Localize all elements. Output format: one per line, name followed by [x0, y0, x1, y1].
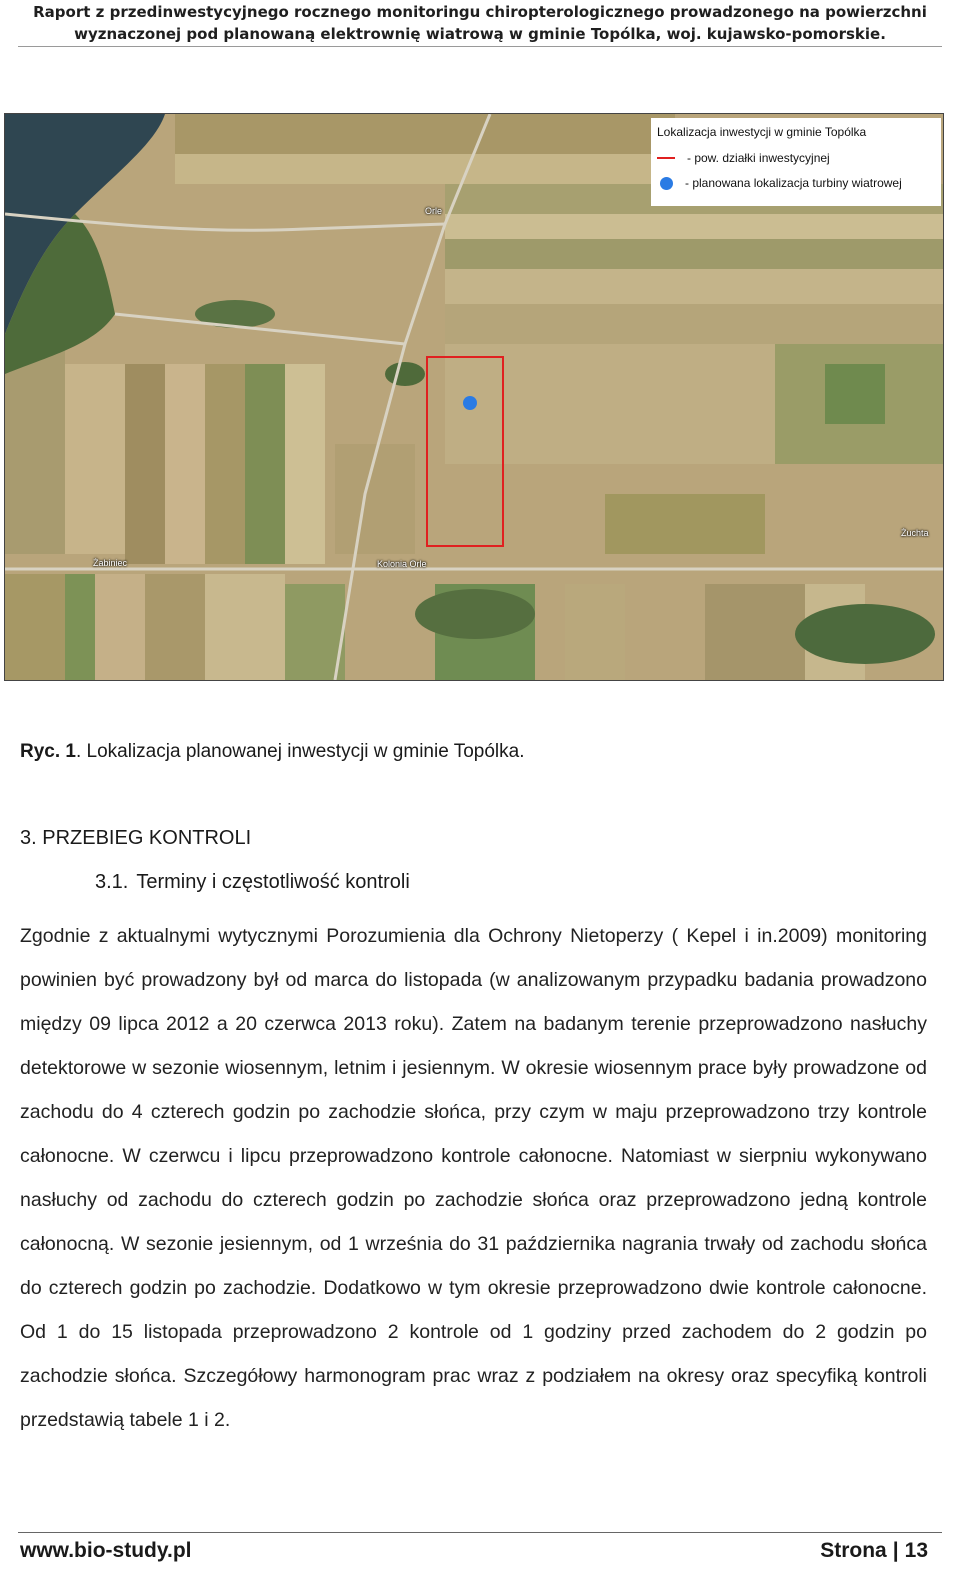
footer-page [820, 1539, 928, 1563]
figure-caption-label: Ryc. 1 [20, 741, 76, 762]
legend-title: Lokalizacja inwestycji w gminie Topólka [657, 125, 867, 139]
subsection-title: Terminy i częstotliwość kontroli [136, 871, 410, 893]
legend-item-turbine [657, 176, 902, 190]
subsection-number: 3.1. [95, 871, 129, 893]
header-divider [18, 46, 942, 47]
footer-website: www.bio-study.pl [20, 1539, 192, 1562]
header-line-2: wyznaczonej pod planowaną elektrownię wiatrową w gminie Topólka, woj. kujawsko-pomorskie. [74, 25, 886, 43]
map-label-zuchta: Żuchta [901, 528, 929, 538]
legend-item-plot [657, 151, 830, 165]
footer-page-label: Strona [820, 1539, 887, 1562]
map-label-kolonia-orle: Kolonia Orle [377, 559, 427, 569]
body-paragraph: Zgodnie z aktualnymi wytycznymi Porozumienia dla Ochrony Nietoperzy ( Kepel i in.2009) monitoring powinien być prowadzony był od marca do listopada (w analizowanym przypadku badania prowadzono między 09 lipca 2012 a 20 czerwca 2013 roku). Zatem na badanym terenie przeprowadzono nasłuchy detektorowe w sezonie wiosennym, letnim i jesiennym. W okresie wiosennym prace były prowadzone od zachodu do 4 czterech godzin po zachodzie słońca, przy czym w maju przeprowadzono trzy kontrole całonocne. W czerwcu i lipcu przeprowadzono kontrole całonocne. Natomiast w sierpniu wykonywano nasłuchy od zachodu do czterech godzin po zachodzie słońca oraz przeprowadzono jedną kontrole całonocną. W sezonie jesiennym, od 1 września do 31 października nagrania trwały od zachodu słońca do czterech godzin po zachodzie. Dodatkowo w tym okresie przeprowadzono dwie kontrole całonocne. Od 1 do 15 listopada przeprowadzono 2 kontrole od 1 godziny przed zachodem do 2 godzin po zachodzie słońca. Szczegółowy harmonogram prac wraz z podziałem na okresy oraz specyfiką kontroli przedstawią tabele 1 i 2. [20, 925, 927, 1431]
turbine-location-marker [463, 396, 477, 410]
blue-dot-icon [660, 177, 673, 190]
footer-separator: | [892, 1539, 899, 1562]
footer-page-number: 13 [904, 1539, 928, 1562]
section-heading: 3. PRZEBIEG KONTROLI [20, 827, 252, 849]
map-legend [651, 118, 941, 206]
body-text [20, 914, 927, 1442]
figure-caption-text: . Lokalizacja planowanej inwestycji w gminie Topólka. [75, 741, 525, 762]
page-header [0, 0, 960, 45]
footer-divider [18, 1532, 942, 1533]
aerial-map [4, 113, 944, 681]
legend-item-plot-label: - pow. działki inwestycyjnej [687, 151, 830, 165]
figure-caption [20, 741, 524, 763]
red-line-icon [657, 157, 675, 159]
legend-item-turbine-label: - planowana lokalizacja turbiny wiatrowej [685, 176, 902, 190]
map-label-zabiniec: Żabiniec [93, 558, 128, 568]
header-line-1: Raport z przedinwestycyjnego rocznego monitoringu chiropterologicznego prowadzonego na powierzchni [33, 3, 927, 21]
subsection-heading [95, 871, 410, 894]
map-label-orle: Orle [425, 206, 443, 216]
